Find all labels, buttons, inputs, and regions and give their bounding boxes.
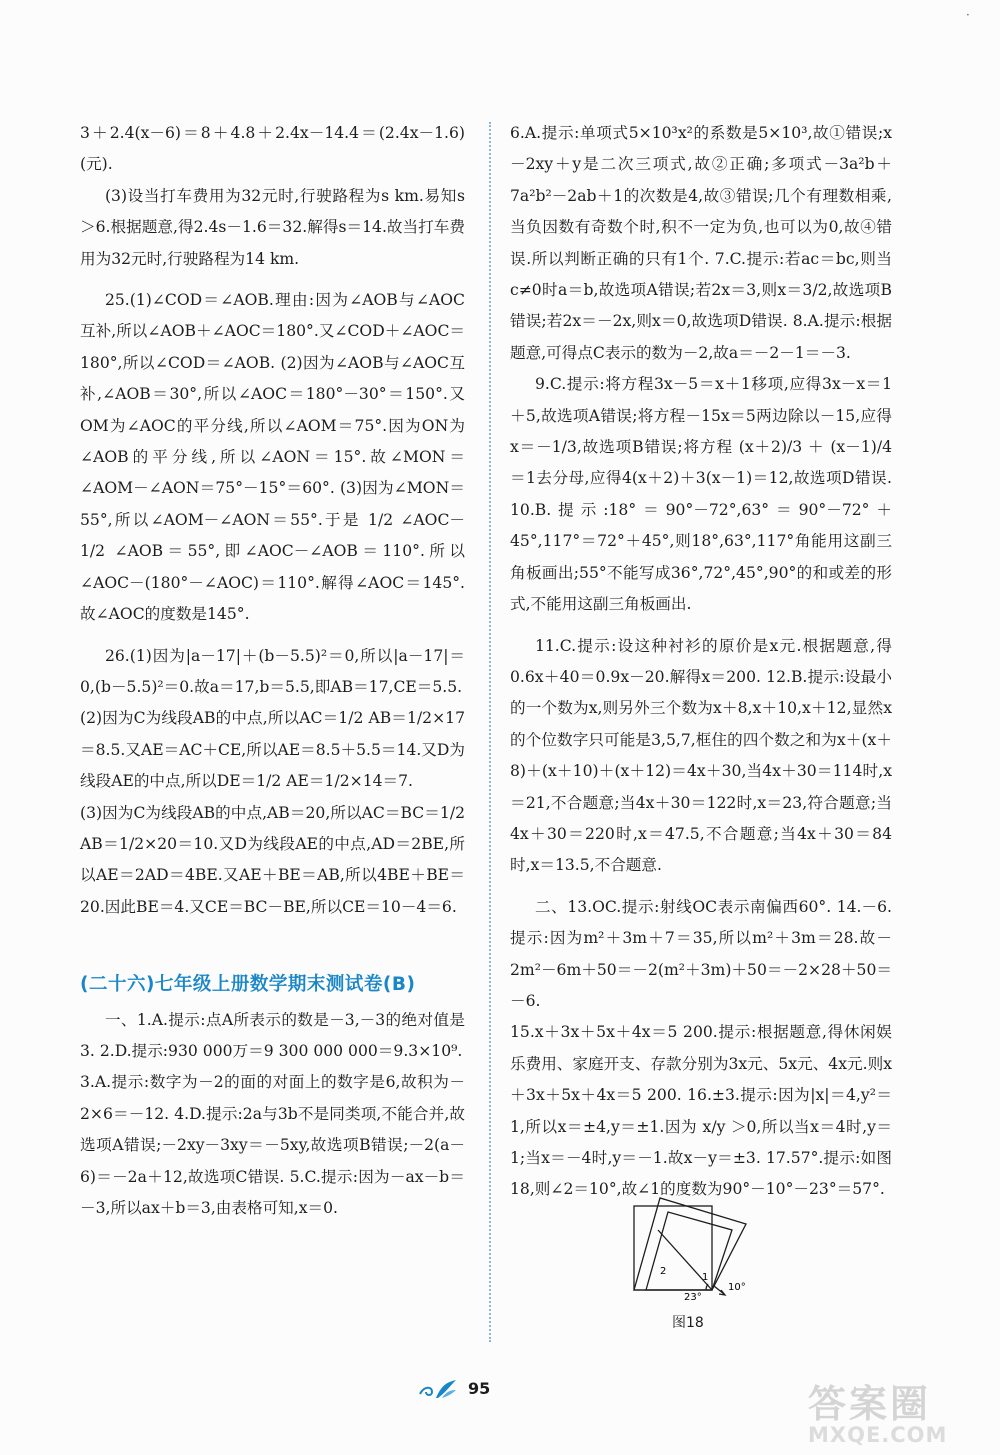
paragraph-24-cont: 3＋2.4(x－6)＝8＋4.8＋2.4x－14.4＝(2.4x－1.6)(元). (80, 124, 465, 174)
paragraph-26-2: (2)因为C为线段AB的中点,所以AC＝1/2 AB＝1/2×17＝8.5.又AE＝AC＋CE,所以AE＝8.5＋5.5＝14.又D为线段AE的中点,所以DE＝1/2 AE＝1/2×14＝7. (80, 709, 465, 791)
ruler-outer (634, 1198, 746, 1290)
paragraph-25: 25.(1)∠COD＝∠AOB.理由:因为∠AOB与∠AOC互补,所以∠AOB＋∠AOC＝180°.又∠COD＋∠AOC＝180°,所以∠COD＝∠AOB. (2)因为∠AOB与∠AOC互补,∠AOB＝30°,所以∠AOC＝180°－30°＝150°.又OM为∠AOC的平分线,所以∠AOM＝75°.因为ON为∠AOB的平分线,所以∠AON＝15°.故∠MON＝∠AOM－∠AON＝75°－15°＝60°. (3)因为∠MON＝55°,所以∠AOM－∠AON＝55°.于是 1/2 ∠AOC－1/2 ∠AOB＝55°,即∠AOC－∠AOB＝110°.所以∠AOC－(180°－∠AOC)＝110°.解得∠AOC＝145°.故∠AOC的度数是145°. (80, 291, 465, 624)
column-divider (489, 122, 491, 1342)
paragraph-26-1: 26.(1)因为|a－17|＋(b－5.5)²＝0,所以|a－17|＝0,(b－5.5)²＝0.故a＝17,b＝5.5,即AB＝17,CE＝5.5. (80, 646, 465, 696)
paragraph-26-3: (3)因为C为线段AB的中点,AB＝20,所以AC＝BC＝1/2 AB＝1/2×20＝10.又D为线段AE的中点,AD＝2BE,所以AE＝2AD＝4BE.又AE＋BE＝AB,所以4BE＋BE＝20.因此BE＝4.又CE＝BC－BE,所以CE＝10－4＝6. (80, 803, 465, 916)
right-column (510, 118, 892, 1206)
paragraph-24-3: (3)设当打车费用为32元时,行驶路程为s km.易知s＞6.根据题意,得2.4s－1.6＝32.解得s＝14.故当打车费用为32元时,行驶路程为14 km. (80, 186, 465, 268)
answer-13-14: 二、13.OC.提示:射线OC表示南偏西60°. 14.－6.提示:因为m²＋3m＋7＝35,所以m²＋3m＝28.故－2m²－6m＋50＝－2(m²＋3m)＋50＝－2×28＋50＝－6. (510, 897, 892, 1010)
answer-15-17: 15.x＋3x＋5x＋4x＝5 200.提示:根据题意,得休闲娱乐费用、家庭开支、存款分别为3x元、5x元、4x元.则x＋3x＋5x＋4x＝5 200. 16.±3.提示:因为|x|＝4,y²＝1,所以x＝±4,y＝±1.因为 x/y ＞0,所以当x＝4时,y＝1;当x＝－4时,y＝－1.故x－y＝±3. 17.57°.提示:如图18,则∠2＝10°,故∠1的度数为90°－10°－23°＝57°. (510, 1023, 892, 1199)
left-column (80, 118, 465, 1224)
figure-caption: 图18 (672, 1315, 704, 1331)
angle-23-label: 23° (684, 1292, 702, 1303)
corner-mark: · (966, 8, 970, 22)
ruler-inner (646, 1212, 732, 1290)
angle-2-label: 2 (660, 1266, 667, 1277)
answer-11-12: 11.C.提示:设这种衬衫的原价是x元.根据题意,得0.6x＋40＝0.9x－20.解得x＝200. 12.B.提示:设最小的一个数为x,则另外三个数为x＋8,x＋10,x＋12,显然x的个位数字只可能是3,5,7,框住的四个数之和为x＋(x＋8)＋(x＋10)＋(x＋12)＝4x＋30,当4x＋30＝114时,x＝21,不合题意;当4x＋30＝122时,x＝23,符合题意;当4x＋30＝220时,x＝47.5,不合题意;当4x＋30＝84时,x＝13.5,不合题意. (510, 636, 892, 875)
watermark (808, 1384, 992, 1450)
answer-1-2: 一、1.A.提示:点A所表示的数是－3,－3的绝对值是3. 2.D.提示:930 000万＝9 300 000 000＝9.3×10⁹. (80, 1010, 465, 1060)
answer-6-8: 6.A.提示:单项式5×10³x²的系数是5×10³,故①错误;x－2xy＋y是二次三项式,故②正确;多项式－3a²b＋7a²b²－2ab＋1的次数是4,故③错误;几个有理数相乘,当负因数有奇数个时,积不一定为负,也可以为0,故④错误.所以判断正确的只有1个. 7.C.提示:若ac＝bc,则当c≠0时a＝b,故选项A错误;若2x＝3,则x＝3/2,故选项B错误;若2x＝－2x,则x＝0,故选项D错误. 8.A.提示:根据题意,可得点C表示的数为－2,故a＝－2－1＝－3. (510, 124, 892, 362)
answer-3-5: 3.A.提示:数字为－2的面的对面上的数字是6,故积为－2×6＝－12. 4.D.提示:2a与3b不是同类项,不能合并,故选项A错误;－2xy－3xy＝－5xy,故选项B错误;－2(a－6)＝－2a＋12,故选项C错误. 5.C.提示:因为－ax－b＝－3,所以ax＋b＝3,由表格可知,x＝0. (80, 1073, 465, 1217)
watermark-text: 答案圈 (808, 1382, 932, 1426)
footer-ornament-icon (416, 1378, 460, 1402)
figure-18-diagram (628, 1190, 760, 1326)
angle-10-label: 10° (728, 1282, 746, 1293)
angle-1-label: 1 (702, 1272, 709, 1283)
angle-arc-1 (706, 1284, 708, 1290)
answer-9-10: 9.C.提示:将方程3x－5＝x＋1移项,应得3x－x＝1＋5,故选项A错误;将方程－15x＝5两边除以－15,应得x＝－1/3,故选项B错误;将方程 (x＋2)/3 ＋ (x－1)/4 ＝1去分母,应得4(x＋2)＋3(x－1)＝12,故选项D错误. 10.B.提示:18°＝90°－72°,63°＝90°－72°＋45°,117°＝72°＋45°,则18°,63°,117°角能用这副三角板画出;55°不能写成36°,72°,45°,90°的和或差的形式,不能用这副三角板画出. (510, 375, 892, 614)
section-title: (二十六)七年级上册数学期末测试卷(B) (80, 974, 416, 996)
page-number: 95 (468, 1379, 491, 1398)
watermark-url: MXQE.COM (808, 1423, 948, 1447)
